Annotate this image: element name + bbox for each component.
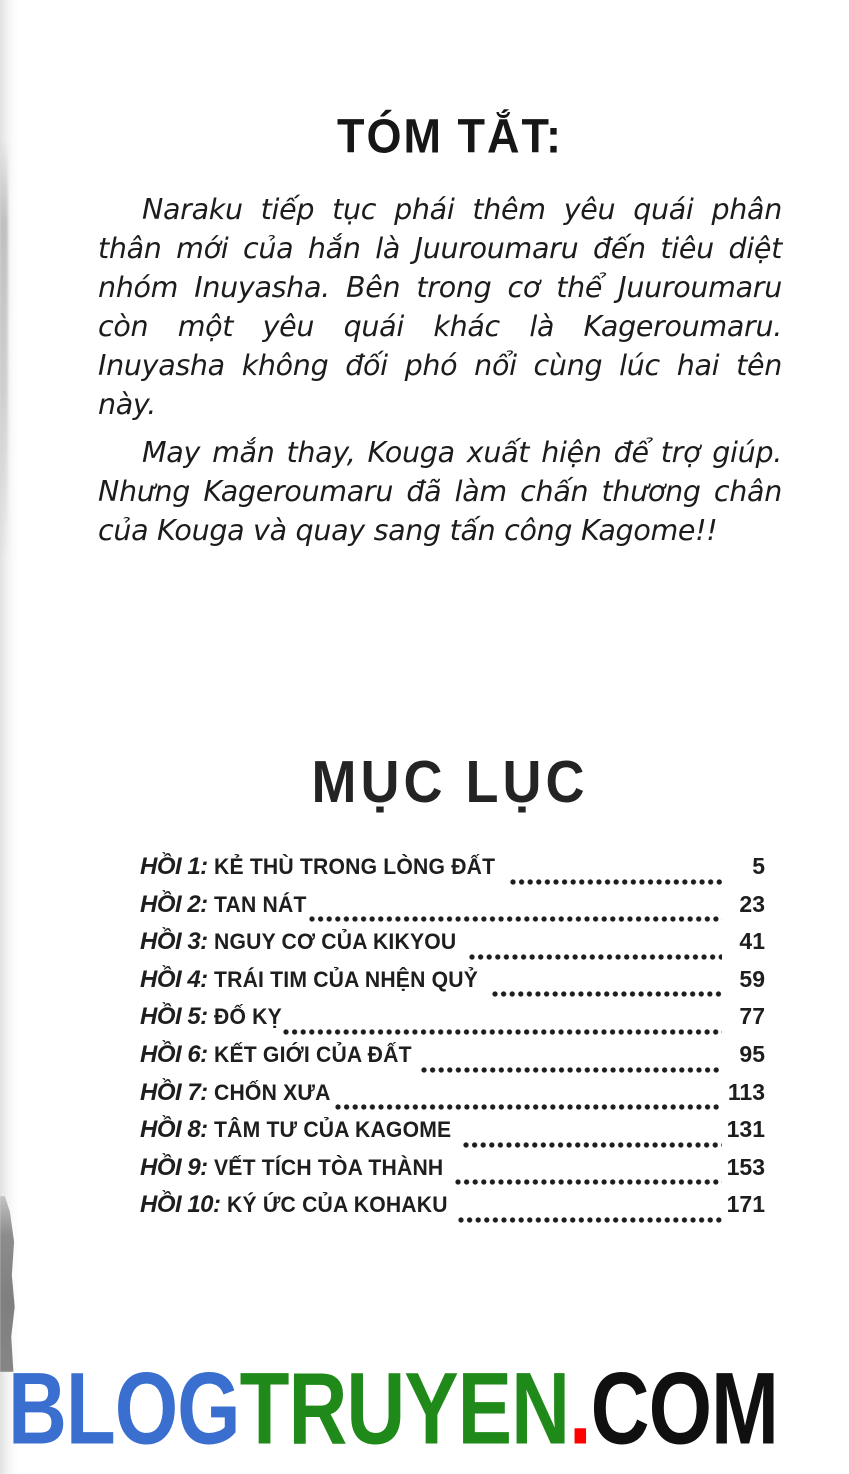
toc-page-number: 171	[726, 1191, 765, 1218]
toc-page-number: 113	[727, 1078, 765, 1105]
toc-page-number: 95	[739, 1040, 765, 1067]
toc-chapter-title: TRÁI TIM CỦA NHỆN QUỶ	[213, 966, 478, 992]
watermark-com-text: COM	[590, 1351, 778, 1466]
watermark-truyen-text: TRUYEN	[239, 1351, 569, 1466]
toc-row	[140, 1154, 765, 1192]
watermark-dot: .	[569, 1351, 591, 1466]
dot-leader	[454, 1177, 722, 1187]
toc-chapter-label: HỒI 5:	[140, 1003, 208, 1031]
toc-chapter-label: HỒI 8:	[140, 1116, 208, 1144]
toc-chapter-title: NGUY CƠ CỦA KIKYOU	[213, 929, 457, 955]
toc-page-number: 77	[739, 1003, 765, 1030]
toc-heading: MỤC LỤC	[311, 749, 589, 816]
toc-chapter-label: HỒI 10:	[140, 1191, 221, 1219]
dot-leader	[420, 1065, 722, 1075]
toc-page-number: 41	[739, 928, 765, 955]
toc-row	[140, 891, 765, 929]
toc-chapter-label: HỒI 6:	[140, 1040, 208, 1068]
toc-page-number: 23	[739, 890, 765, 917]
toc-row	[140, 853, 765, 891]
dot-leader	[491, 989, 722, 999]
toc-row	[140, 1116, 765, 1154]
toc-row	[140, 1079, 765, 1117]
toc-page-number: 59	[739, 965, 765, 992]
toc-row	[140, 1191, 765, 1229]
toc-page-number: 131	[726, 1116, 765, 1143]
toc-chapter-label: HỒI 3:	[140, 928, 208, 956]
summary-paragraph-2: May mắn thay, Kouga xuất hiện để trợ giúp. Nhưng Kageroumaru đã làm chấn thương chân của Kouga và quay sang tấn công Kagome!!	[98, 436, 782, 547]
watermark-blog-text: BLOG	[8, 1351, 240, 1466]
dot-leader	[282, 1027, 722, 1037]
dot-leader	[468, 952, 722, 962]
table-of-contents	[140, 853, 765, 1229]
dot-leader	[462, 1140, 722, 1150]
toc-chapter-label: HỒI 1:	[140, 853, 208, 880]
toc-chapter-label: HỒI 7:	[140, 1078, 208, 1106]
toc-chapter-label: HỒI 4:	[140, 965, 208, 993]
toc-chapter-title: KẾT GIỚI CỦA ĐẤT	[213, 1041, 412, 1067]
toc-chapter-title: TÂM TƯ CỦA KAGOME	[213, 1117, 452, 1143]
dot-leader	[334, 1102, 722, 1112]
toc-row	[140, 1003, 765, 1041]
dot-leader	[457, 1215, 722, 1225]
dot-leader	[308, 914, 722, 924]
blogtruyen-watermark-logo	[8, 1351, 778, 1466]
toc-chapter-label: HỒI 9:	[140, 1153, 208, 1181]
toc-chapter-title: KẺ THÙ TRONG LÒNG ĐẤT	[213, 854, 495, 879]
summary-text	[98, 190, 782, 550]
toc-chapter-title: TAN NÁT	[213, 891, 307, 917]
toc-chapter-label: HỒI 2:	[140, 890, 208, 918]
toc-row	[140, 966, 765, 1004]
toc-row	[140, 1041, 765, 1079]
toc-row	[140, 928, 765, 966]
toc-page-number: 153	[726, 1153, 765, 1180]
toc-chapter-title: VẾT TÍCH TÒA THÀNH	[213, 1154, 444, 1180]
toc-page-number: 5	[752, 853, 765, 879]
dot-leader	[509, 877, 722, 887]
summary-heading: TÓM TẮT:	[337, 108, 563, 164]
toc-chapter-title: KÝ ỨC CỦA KOHAKU	[226, 1192, 448, 1218]
toc-chapter-title: ĐỐ KỴ	[213, 1004, 282, 1030]
summary-paragraph-1: Naraku tiếp tục phái thêm yêu quái phân thân mới của hắn là Juuroumaru đến tiêu diệt nhóm Inuyasha. Bên trong cơ thể Juuroumaru còn một yêu quái khác là Kageroumaru. Inuyasha không đối phó nổi cùng lúc hai tên này.	[98, 193, 782, 421]
toc-chapter-title: CHỐN XƯA	[213, 1079, 331, 1105]
